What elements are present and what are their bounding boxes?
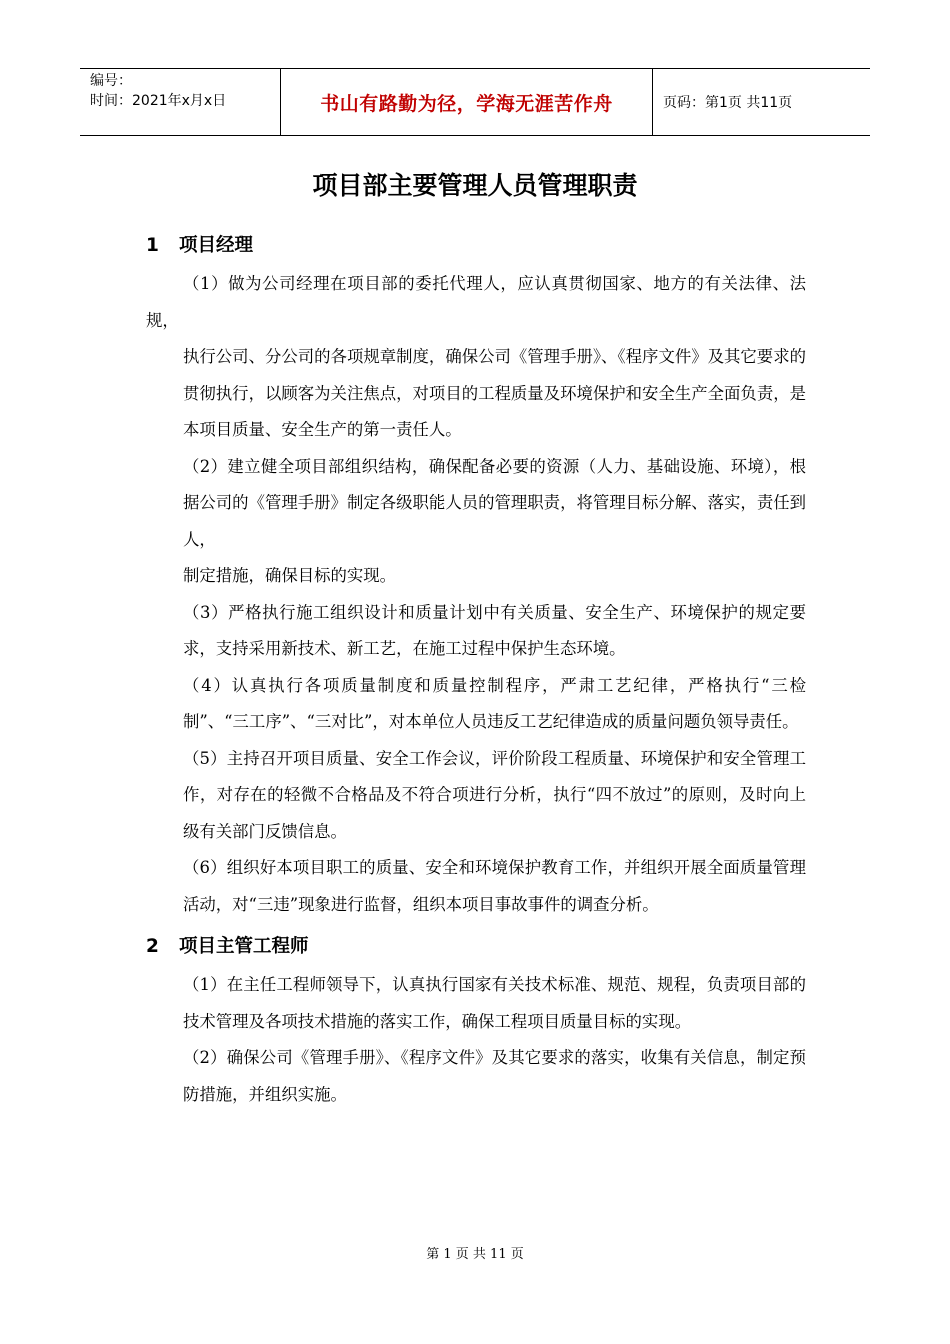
section-number: 1 [146, 235, 159, 256]
paragraph: （1）做为公司经理在项目部的委托代理人，应认真贯彻国家、地方的有关法律、法规， [146, 274, 806, 330]
section-title: 项目主管工程师 [179, 936, 309, 957]
paragraph: （5）主持召开项目质量、安全工作会议，评价阶段工程质量、环境保护和安全管理工作，对存在的轻微不合格品及不符合项进行分析，执行“四不放过”的原则，及时向上级有关部门反馈信息。 [183, 748, 806, 841]
header-page-info: 页码：第1页 共11页 [663, 95, 793, 111]
document-body [146, 222, 806, 1113]
paragraph: （6）组织好本项目职工的质量、安全和环境保护教育工作，并组织开展全面质量管理活动，对“三违”现象进行监督，组织本项目事故事件的调查分析。 [183, 858, 806, 914]
section-heading-chief-engineer [146, 927, 806, 967]
paragraph: 制定措施，确保目标的实现。 [183, 566, 397, 585]
section-number: 2 [146, 936, 159, 957]
section-title: 项目经理 [179, 235, 254, 256]
paragraph: （3）严格执行施工组织设计和质量计划中有关质量、安全生产、环境保护的规定要求，支持采用新技术、新工艺，在施工过程中保护生态环境。 [183, 602, 806, 658]
document-number-label: 编号： [90, 73, 132, 89]
header-table [80, 68, 870, 136]
paragraph: （2）建立健全项目部组织结构，确保配备必要的资源（人力、基础设施、环境），根据公司的《管理手册》制定各级职能人员的管理职责，将管理目标分解、落实，责任到人， [183, 456, 806, 549]
section-heading-project-manager [146, 226, 806, 266]
header-meta-cell [80, 69, 281, 135]
paragraph: （1）在主任工程师领导下，认真执行国家有关技术标准、规范、规程，负责项目部的技术管理及各项技术措施的落实工作，确保工程项目质量目标的实现。 [183, 975, 806, 1031]
paragraph: （2）确保公司《管理手册》、《程序文件》及其它要求的落实，收集有关信息，制定预防措施，并组织实施。 [183, 1048, 806, 1104]
header-motto: 书山有路勤为径，学海无涯苦作舟 [281, 69, 653, 135]
paragraph: 执行公司、分公司的各项规章制度，确保公司《管理手册》、《程序文件》及其它要求的贯彻执行，以顾客为关注焦点，对项目的工程质量及环境保护和安全生产全面负责，是本项目质量、安全生产的第一责任人。 [183, 347, 806, 439]
document-title: 项目部主要管理人员管理职责 [312, 171, 638, 200]
document-date-label: 时间：2021年x月x日 [90, 93, 227, 109]
page-footer: 第 1 页 共 11 页 [426, 1247, 524, 1262]
paragraph: （4）认真执行各项质量制度和质量控制程序，严肃工艺纪律，严格执行“三检制”、“三工序”、“三对比”，对本单位人员违反工艺纪律造成的质量问题负领导责任。 [183, 675, 806, 731]
